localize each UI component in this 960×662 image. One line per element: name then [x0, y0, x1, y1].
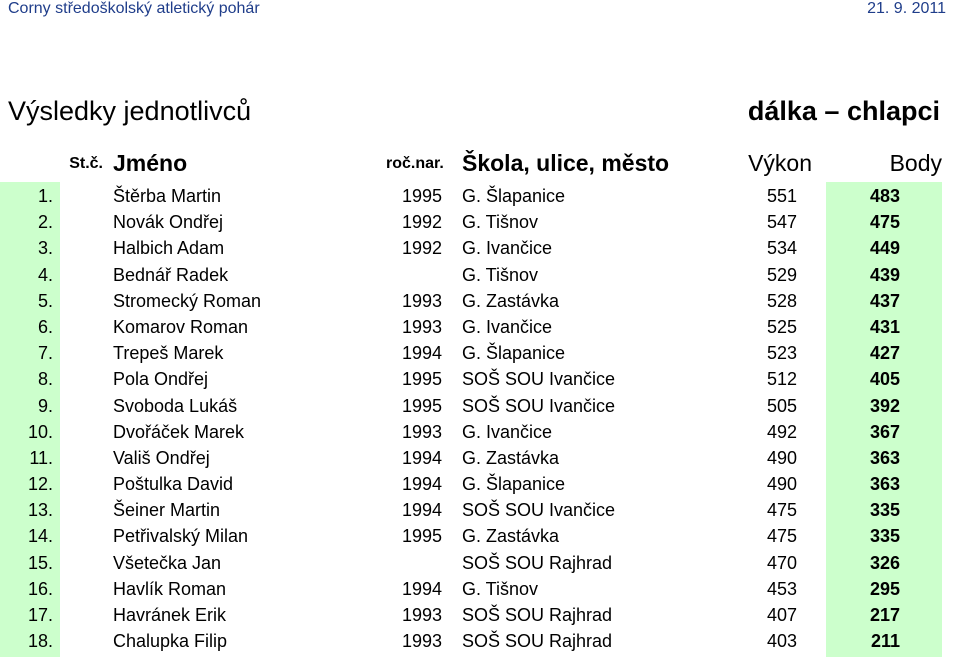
year-cell: 1993: [401, 316, 442, 337]
year-cell: 1995: [401, 395, 442, 416]
rank-cell: 1.: [37, 186, 53, 206]
year-cell: 1993: [401, 605, 442, 625]
name-cell: Pola Ondřej: [113, 369, 209, 390]
table-row: [0, 289, 960, 315]
points-cell: 439: [869, 264, 900, 285]
school-cell: G. Tišnov: [462, 578, 539, 599]
school-cell: G. Zastávka: [462, 447, 560, 468]
performance-cell: 534: [766, 238, 797, 259]
performance-cell: 407: [766, 605, 797, 625]
year-cell: 1993: [401, 421, 442, 442]
school-cell: G. Tišnov: [462, 212, 539, 233]
rank-cell: 11.: [29, 447, 53, 468]
name-cell: Komarov Roman: [113, 316, 249, 337]
school-cell: G. Tišnov: [462, 264, 539, 285]
table-row: [0, 524, 960, 550]
performance-cell: 475: [766, 500, 797, 521]
points-cell: 326: [869, 552, 900, 573]
rank-cell: 17.: [27, 605, 53, 625]
name-cell: Halbich Adam: [113, 238, 225, 259]
name-cell: Všetečka Jan: [113, 552, 222, 573]
table-row: [0, 367, 960, 393]
performance-cell: 523: [766, 343, 797, 364]
performance-cell: 505: [766, 395, 797, 416]
table-row: [0, 577, 960, 603]
performance-cell: 403: [766, 631, 797, 652]
performance-cell: 547: [766, 212, 797, 233]
points-cell: 335: [869, 526, 900, 547]
rank-cell: 8.: [37, 369, 53, 390]
name-cell: Trepeš Marek: [113, 343, 224, 364]
table-row: [0, 184, 960, 210]
points-cell: 405: [869, 369, 900, 390]
rank-cell: 10.: [27, 421, 53, 442]
performance-cell: 512: [766, 369, 797, 390]
rank-cell: 9.: [37, 395, 53, 416]
name-cell: Dvořáček Marek: [113, 421, 245, 442]
discipline-title: dálka – chlapci: [747, 96, 940, 126]
table-row: [0, 341, 960, 367]
year-cell: 1995: [401, 186, 442, 206]
points-cell: 437: [869, 290, 900, 311]
performance-cell: 528: [766, 290, 797, 311]
column-header-performance: Výkon: [748, 150, 812, 176]
points-cell: 363: [869, 447, 900, 468]
points-cell: 295: [869, 578, 900, 599]
school-cell: SOŠ SOU Ivančice: [462, 500, 616, 521]
year-cell: 1995: [401, 369, 442, 390]
school-cell: SOŠ SOU Rajhrad: [462, 552, 613, 573]
table-row: [0, 236, 960, 262]
school-cell: G. Ivančice: [462, 316, 553, 337]
rank-cell: 4.: [37, 264, 53, 285]
year-cell: 1993: [401, 290, 442, 311]
performance-cell: 475: [766, 526, 797, 547]
table-row: [0, 210, 960, 236]
rank-cell: 6.: [37, 316, 53, 337]
rank-cell: 14.: [27, 526, 53, 547]
school-cell: SOŠ SOU Rajhrad: [462, 631, 613, 652]
school-cell: SOŠ SOU Ivančice: [462, 369, 616, 390]
points-cell: 392: [869, 395, 900, 416]
column-header-name: Jméno: [113, 150, 188, 176]
points-cell: 483: [869, 186, 900, 206]
school-cell: G. Ivančice: [462, 238, 553, 259]
year-cell: 1992: [401, 212, 442, 233]
school-cell: G. Zastávka: [462, 290, 560, 311]
column-header-year: roč.nar.: [386, 155, 444, 172]
performance-cell: 551: [766, 186, 797, 206]
table-row: [0, 629, 960, 655]
performance-cell: 525: [766, 316, 797, 337]
rank-cell: 15.: [27, 552, 53, 573]
performance-cell: 453: [766, 578, 797, 599]
table-row: [0, 603, 960, 629]
name-cell: Havránek Erik: [113, 605, 227, 625]
rank-cell: 5.: [37, 290, 53, 311]
performance-cell: 490: [766, 474, 797, 495]
points-cell: 367: [869, 421, 900, 442]
school-cell: G. Ivančice: [462, 421, 553, 442]
year-cell: 1992: [401, 238, 442, 259]
points-cell: 363: [869, 474, 900, 495]
school-cell: G. Šlapanice: [462, 343, 566, 364]
points-cell: 427: [869, 343, 900, 364]
school-cell: G. Šlapanice: [462, 474, 566, 495]
rank-cell: 7.: [37, 343, 53, 364]
year-cell: 1994: [401, 447, 442, 468]
school-cell: G. Šlapanice: [462, 186, 566, 206]
performance-cell: 492: [766, 421, 797, 442]
rank-cell: 12.: [27, 474, 53, 495]
points-cell: 211: [870, 631, 900, 652]
year-cell: 1994: [401, 578, 442, 599]
points-cell: 475: [869, 212, 900, 233]
performance-cell: 490: [766, 447, 797, 468]
column-header-rank: St.č.: [69, 155, 103, 172]
table-row: [0, 394, 960, 420]
table-row: [0, 498, 960, 524]
points-cell: 335: [869, 500, 900, 521]
performance-cell: 470: [766, 552, 797, 573]
column-header-points: Body: [889, 150, 942, 176]
column-header-school: Škola, ulice, město: [462, 150, 670, 176]
event-date: 21. 9. 2011: [867, 0, 946, 17]
performance-cell: 529: [766, 264, 797, 285]
name-cell: Šeiner Martin: [113, 500, 221, 521]
event-title: Corny středoškolský atletický pohár: [8, 0, 260, 17]
name-cell: Štěrba Martin: [113, 186, 222, 206]
rank-cell: 13.: [27, 500, 53, 521]
rank-cell: 2.: [37, 212, 53, 233]
name-cell: Havlík Roman: [113, 578, 227, 599]
rank-cell: 3.: [37, 238, 53, 259]
school-cell: SOŠ SOU Ivančice: [462, 395, 616, 416]
year-cell: 1994: [401, 500, 442, 521]
table-row: [0, 551, 960, 577]
name-cell: Stromecký Roman: [113, 290, 262, 311]
table-row: [0, 263, 960, 289]
name-cell: Chalupka Filip: [113, 631, 228, 652]
table-row: [0, 420, 960, 446]
table-row: [0, 472, 960, 498]
rank-cell: 18.: [27, 631, 53, 652]
table-row: [0, 446, 960, 472]
page-title: Výsledky jednotlivců: [8, 96, 252, 126]
school-cell: SOŠ SOU Rajhrad: [462, 605, 613, 625]
table-row: [0, 315, 960, 341]
year-cell: 1993: [401, 631, 442, 652]
year-cell: 1994: [401, 474, 442, 495]
results-table: [0, 184, 960, 655]
name-cell: Bednář Radek: [113, 264, 229, 285]
name-cell: Vališ Ondřej: [113, 447, 210, 468]
year-cell: 1994: [401, 343, 442, 364]
rank-cell: 16.: [27, 578, 53, 599]
points-cell: 431: [869, 316, 900, 337]
name-cell: Poštulka David: [113, 474, 234, 495]
name-cell: Novák Ondřej: [113, 212, 224, 233]
points-cell: 217: [869, 605, 900, 625]
name-cell: Svoboda Lukáš: [113, 395, 238, 416]
points-cell: 449: [869, 238, 900, 259]
year-cell: 1995: [401, 526, 442, 547]
name-cell: Petřivalský Milan: [113, 526, 249, 547]
school-cell: G. Zastávka: [462, 526, 560, 547]
